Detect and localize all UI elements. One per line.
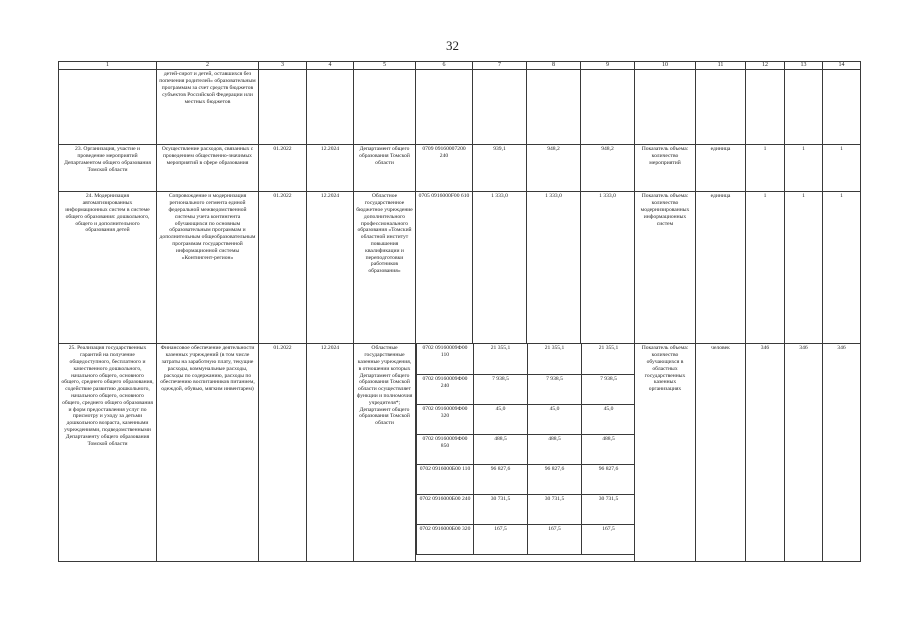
amount-year-3: 7 938,5 xyxy=(582,374,635,404)
amount-year-1: 939,1 xyxy=(473,145,527,192)
table-row xyxy=(59,145,861,192)
end-date: 12.2024 xyxy=(307,192,354,344)
executor: Областные государственные казенные учреждения, в отношении которых Департамент общего образования Томской области осуществляет функции и полномочия учредителя*; Департамент общего образования Томской области xyxy=(354,344,416,562)
column-number: 12 xyxy=(746,62,785,70)
amount-year-3: 1 333,0 xyxy=(581,192,635,344)
column-number: 13 xyxy=(785,62,823,70)
column-number: 11 xyxy=(696,62,746,70)
indicator-year-1: 1 xyxy=(746,145,785,192)
unit: единица xyxy=(696,192,746,344)
budget-code: 0702 0916000Б00 240 xyxy=(417,494,474,524)
unit: человек xyxy=(696,344,746,562)
table-row xyxy=(59,192,861,344)
column-number: 3 xyxy=(259,62,307,70)
indicator: Показатель объема: количество мероприятий xyxy=(635,145,696,192)
column-number: 1 xyxy=(59,62,157,70)
column-number: 9 xyxy=(581,62,635,70)
amount-year-1: 488,5 xyxy=(474,434,528,464)
continuation-text: детей-сирот и детей, оставшихся без попечения родителей» образовательным программам за счет средств бюджетов субъектов Российской Федерации или местных бюджетов xyxy=(157,70,259,145)
amount-year-2: 1 333,0 xyxy=(527,192,581,344)
indicator-year-2: 1 xyxy=(785,145,823,192)
budget-code: 0705 0916000F00 610 xyxy=(416,192,473,344)
event-name: 25. Реализация государственных гарантий на получение общедоступного, бесплатного и качественного дошкольного, начального общего, основного общего, среднего общего образования, содействие развитию дошкольного, начального общего, основного общего, среднего общего образования и форм предоставления услуг по присмотру и уходу за детьми дошкольного возраста, казенными учреждениями, подведомственными Департаменту общего образования Томской области xyxy=(59,344,157,562)
budget-subrow xyxy=(417,344,635,374)
amount-year-2: 21 355,1 xyxy=(528,344,582,374)
table-row xyxy=(59,344,861,562)
start-date: 01.2022 xyxy=(259,344,307,562)
budget-code: 0709 09160007200 240 xyxy=(416,145,473,192)
column-number: 2 xyxy=(157,62,259,70)
end-date: 12.2024 xyxy=(307,145,354,192)
column-number-row xyxy=(59,62,861,70)
budget-code: 0702 0916000Б00 110 xyxy=(417,464,474,494)
indicator-year-1: 346 xyxy=(746,344,785,562)
column-number: 4 xyxy=(307,62,354,70)
indicator-year-3: 1 xyxy=(823,192,861,344)
budget-subrow xyxy=(417,404,635,434)
indicator-year-3: 346 xyxy=(823,344,861,562)
page-number: 32 xyxy=(446,38,459,53)
amount-year-2: 45,0 xyxy=(528,404,582,434)
amount-year-3: 45,0 xyxy=(582,404,635,434)
amount-year-2: 948,2 xyxy=(527,145,581,192)
column-number: 7 xyxy=(473,62,527,70)
amount-year-1: 30 731,5 xyxy=(474,494,528,524)
amount-year-1: 1 333,0 xyxy=(473,192,527,344)
budget-subrow xyxy=(417,494,635,524)
column-number: 8 xyxy=(527,62,581,70)
amount-year-2: 488,5 xyxy=(528,434,582,464)
budget-code: 0702 09160009Ф00 320 xyxy=(417,404,474,434)
indicator-year-3: 1 xyxy=(823,145,861,192)
budget-code: 0702 09160009Ф00 850 xyxy=(417,434,474,464)
column-number: 6 xyxy=(416,62,473,70)
continuation-row xyxy=(59,70,861,145)
amount-year-3: 21 355,1 xyxy=(582,344,635,374)
budget-subtable xyxy=(416,344,635,555)
event-content: Финансовое обеспечение деятельности казенных учреждений (в том числе затраты на заработную плату, текущие расходы, коммунальные расходы, расходы по содержанию, расходы по обеспечению воспитанников питанием, одеждой, обувью, мягким инвентарем) xyxy=(157,344,259,562)
budget-code: 0702 09160009Ф00 110 xyxy=(417,344,474,374)
amount-year-2: 7 938,5 xyxy=(528,374,582,404)
amount-year-3: 30 731,5 xyxy=(582,494,635,524)
unit: единица xyxy=(696,145,746,192)
event-name: 24. Модернизация автоматизированных информационных систем в системе общего образования: дошкольного, общего и дополнительного образования детей xyxy=(59,192,157,344)
event-content: Сопровождение и модернизация регионального сегмента единой федеральной межведомственной системы учета контингента обучающихся по основным образовательным программам и дополнительным общеобразовательным программам государственной информационной системы «Контингент-регион» xyxy=(157,192,259,344)
column-number: 10 xyxy=(635,62,696,70)
amount-year-1: 167,5 xyxy=(474,524,528,554)
amount-year-3: 167,5 xyxy=(582,524,635,554)
amount-year-2: 96 827,6 xyxy=(528,464,582,494)
amount-year-3: 96 827,6 xyxy=(582,464,635,494)
indicator-year-2: 346 xyxy=(785,344,823,562)
amount-year-1: 96 827,6 xyxy=(474,464,528,494)
executor: Департамент общего образования Томской области xyxy=(354,145,416,192)
program-table xyxy=(58,61,861,562)
budget-subrow xyxy=(417,464,635,494)
amount-year-2: 167,5 xyxy=(528,524,582,554)
start-date: 01.2022 xyxy=(259,145,307,192)
amount-year-1: 21 355,1 xyxy=(474,344,528,374)
indicator-year-2: 1 xyxy=(785,192,823,344)
budget-code: 0702 09160009Ф00 240 xyxy=(417,374,474,404)
event-content: Осуществление расходов, связанных с проведением общественно-значимых мероприятий в сфере образования xyxy=(157,145,259,192)
budget-subrow xyxy=(417,524,635,554)
column-number: 5 xyxy=(354,62,416,70)
executor: Областное государственное бюджетное учреждение дополнительного профессионального образования «Томский областной институт повышения квалификации и переподготовки работников образования» xyxy=(354,192,416,344)
end-date: 12.2024 xyxy=(307,344,354,562)
indicator: Показатель объема: количество обучающихся в областных государственных казенных организациях xyxy=(635,344,696,562)
budget-subrow xyxy=(417,434,635,464)
event-name: 23. Организация, участие и проведение мероприятий Департаментом общего образования Томской области xyxy=(59,145,157,192)
column-number: 14 xyxy=(823,62,861,70)
start-date: 01.2022 xyxy=(259,192,307,344)
amount-year-1: 45,0 xyxy=(474,404,528,434)
indicator: Показатель объема: количество модернизированных информационных систем xyxy=(635,192,696,344)
budget-subrow xyxy=(417,374,635,404)
budget-breakdown xyxy=(416,344,635,562)
amount-year-1: 7 938,5 xyxy=(474,374,528,404)
amount-year-2: 30 731,5 xyxy=(528,494,582,524)
budget-code: 0702 0916000Б00 320 xyxy=(417,524,474,554)
amount-year-3: 488,5 xyxy=(582,434,635,464)
amount-year-3: 948,2 xyxy=(581,145,635,192)
indicator-year-1: 1 xyxy=(746,192,785,344)
